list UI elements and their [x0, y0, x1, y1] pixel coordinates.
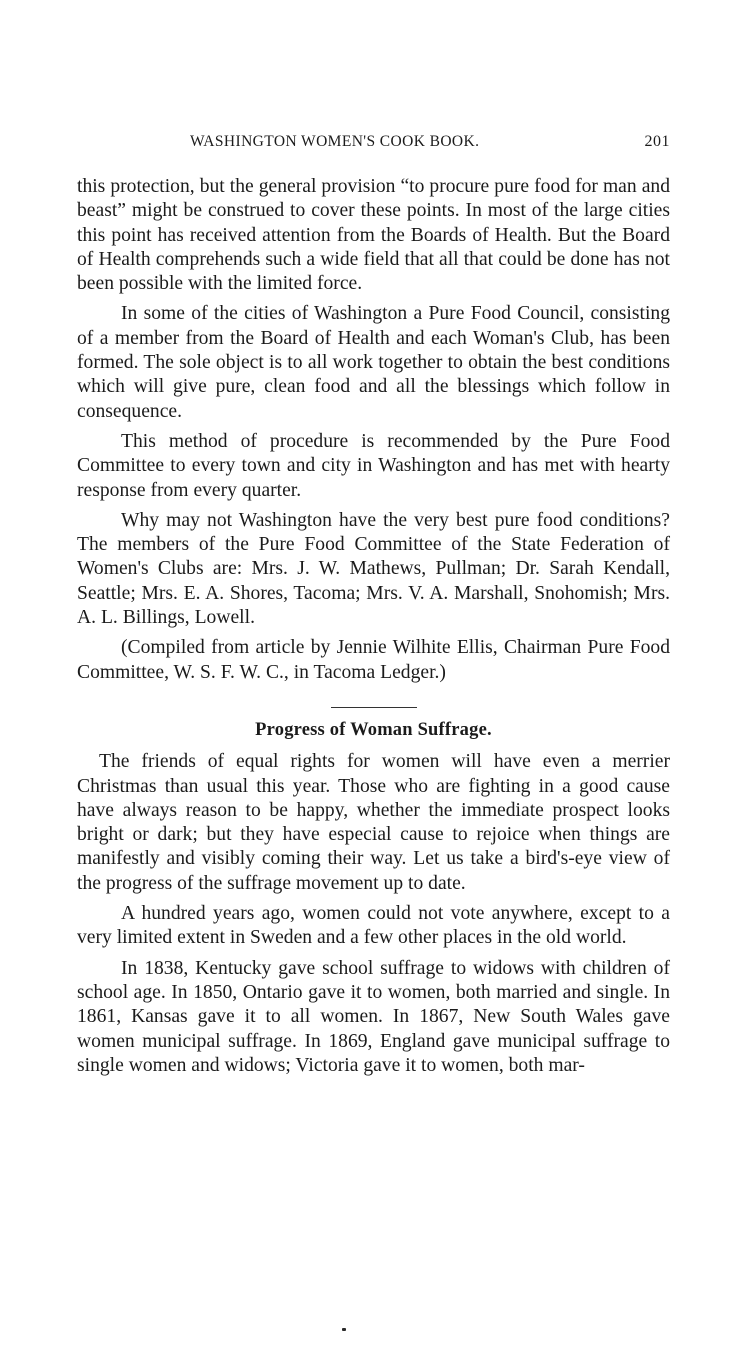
article2-paragraph-1: The friends of equal rights for women will have even a merrier Christmas than usual this year. Those who are fighting in a good cause have always reason to be happy, whether the immediate prospect looks bright or dark; but they have especial cause to rejoice when things are manifestly and visibly coming their way. Let us take a bird's-eye view of the progress of the suffrage movement up to date. — [77, 751, 670, 894]
section-divider — [331, 707, 417, 708]
section-title: Progress of Woman Suffrage. — [255, 719, 492, 740]
running-head: WASHINGTON WOMEN'S COOK BOOK. — [190, 133, 480, 150]
article1-paragraph-3: This method of procedure is recommended by the Pure Food Committee to every town and city in Washington and has met with hearty response from every quarter. — [77, 430, 670, 501]
article1-paragraph-4: Why may not Washington have the very best pure food conditions? The members of the Pure Food Committee of the State Federation of Women's Clubs are: Mrs. J. W. Mathews, Pullman; Dr. Sarah Kendall, Seattle; Mrs. E. A. Shores, Tacoma; Mrs. V. A. Marshall, Snohomish; Mrs. A. L. Billings, Lowell. — [77, 509, 670, 629]
article1-paragraph-2: In some of the cities of Washington a Pure Food Council, consisting of a member from the Board of Health and each Woman's Club, has been formed. The sole object is to all work together to obtain the best conditions which will give pure, clean food and all the blessings which follow in consequence. — [77, 303, 670, 422]
article1-paragraph-1: this protection, but the general provision “to procure pure food for man and beast” might be construed to cover these points. In most of the large cities this point has received attention from the Boards of Health. But the Board of Health comprehends such a wide field that all that could be done has not been possible with the limited force. — [77, 176, 670, 295]
article1-attribution: (Compiled from article by Jennie Wilhite Ellis, Chairman Pure Food Committee, W. S. F. W. C., in Tacoma Ledger.) — [77, 637, 670, 683]
scan-speck — [342, 1328, 346, 1331]
page-header — [76, 131, 670, 155]
article2-paragraph-3: In 1838, Kentucky gave school suffrage to widows with children of school age. In 1850, Ontario gave it to women, both married and single. In 1861, Kansas gave it to all women. In 1867, New South Wales gave women municipal suffrage. In 1869, England gave municipal suffrage to single women and widows; Victoria gave it to women, both mar- — [77, 957, 670, 1076]
page-body — [77, 175, 670, 1084]
article2-paragraph-2: A hundred years ago, women could not vote anywhere, except to a very limited extent in Sweden and a few other places in the old world. — [77, 903, 670, 949]
page-number: 201 — [644, 133, 670, 150]
